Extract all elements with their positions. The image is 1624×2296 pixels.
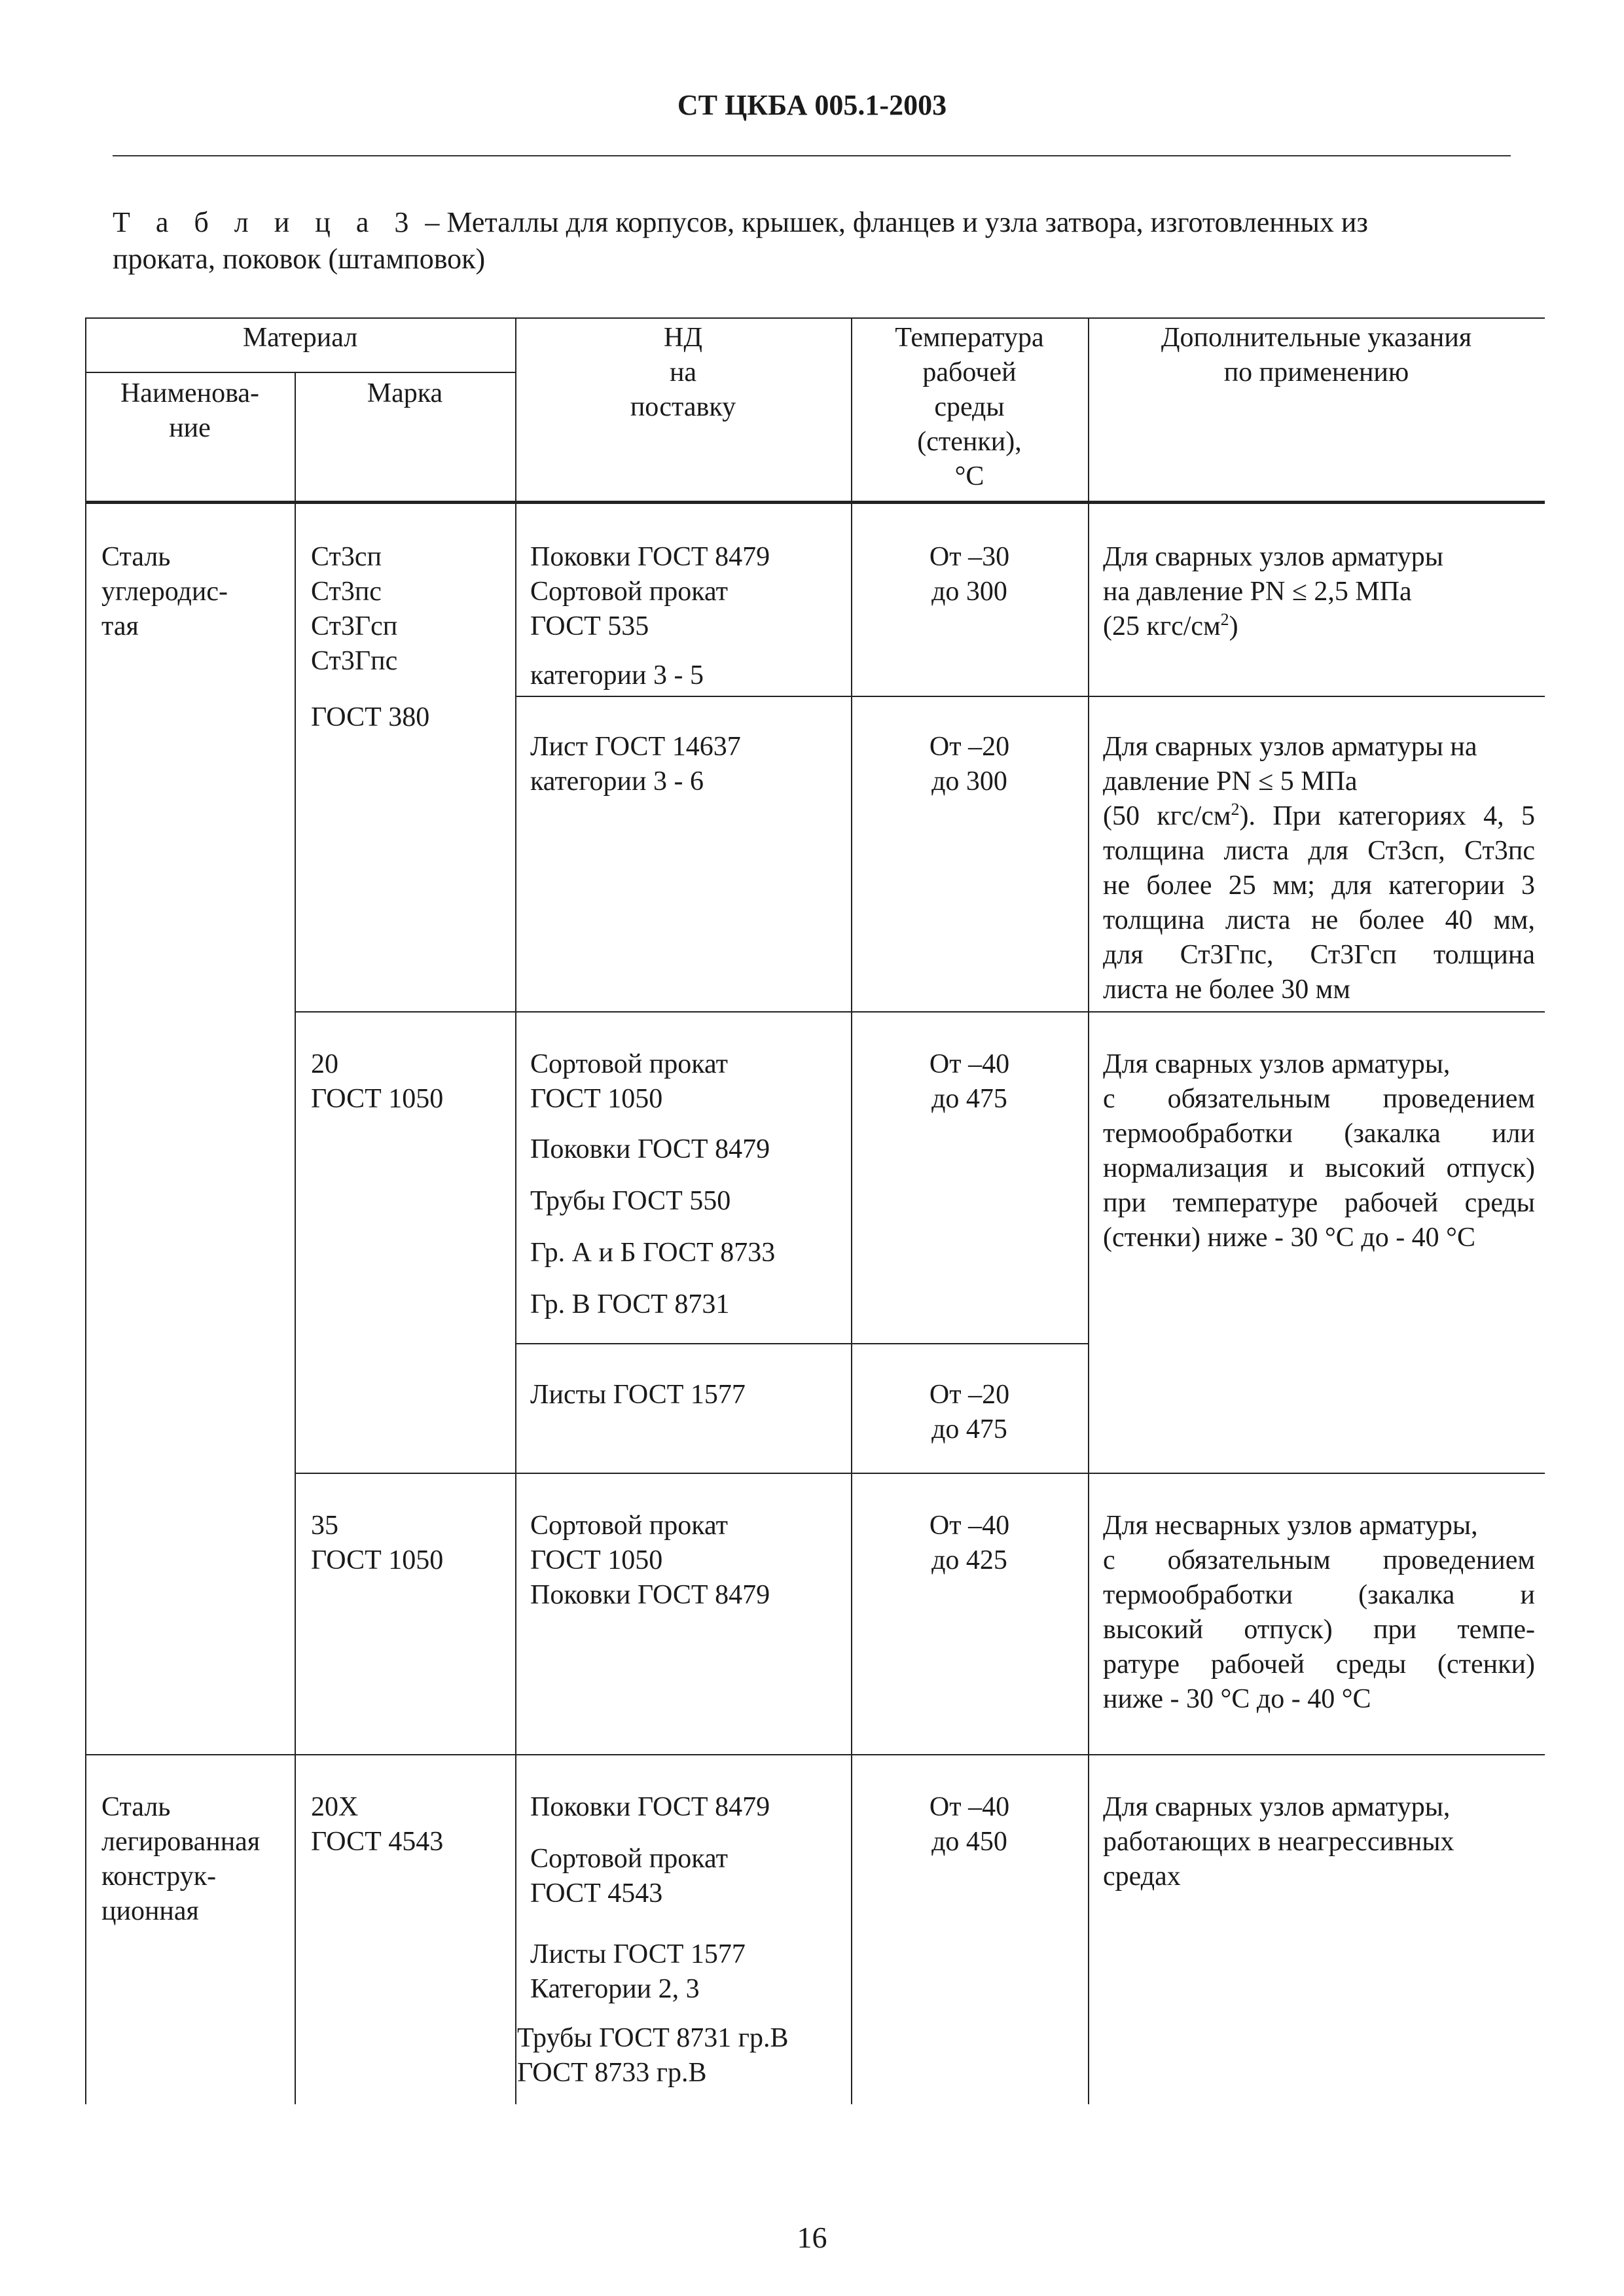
column-divider-notes	[1088, 317, 1089, 2104]
row-1-nd: Поковки ГОСТ 8479 Сортовой прокат ГОСТ 535 категории 3 - 5	[530, 542, 770, 691]
table-label: Т а б л и ц а 3	[113, 206, 418, 238]
row-divider-1	[515, 696, 1545, 697]
row-5-temperature: От –40 до 425	[929, 1511, 1010, 1575]
header-notes: Дополнительные указания по применению	[1161, 323, 1472, 387]
header-bottom-border	[85, 501, 1545, 504]
row-divider-5	[85, 1754, 1545, 1755]
row-5-nd: Сортовой прокат ГОСТ 1050 Поковки ГОСТ 8479	[530, 1511, 770, 1610]
material-group-alloy-steel: Сталь легированная конструк- ционная	[101, 1792, 261, 1926]
row-6-notes: Для сварных узлов арматуры, работающих в неагрессивных средах	[1103, 1792, 1454, 1892]
header-grade: Марка	[367, 378, 443, 408]
header-material: Материал	[242, 323, 358, 353]
row-6-temperature: От –40 до 450	[929, 1792, 1010, 1857]
material-header-divider	[85, 372, 515, 373]
header-rule	[113, 155, 1511, 156]
row-4-nd: Листы ГОСТ 1577	[530, 1380, 746, 1410]
grade-35: 35 ГОСТ 1050	[311, 1511, 444, 1575]
header-name: Наименова- ние	[120, 378, 260, 443]
row-2-notes: Для сварных узлов арматуры на давление PN ≤ 5 МПа (50 кгс/$см^2$). При категориях 4, 5 толщина листа для Ст3сп, Ст3пс не более 25 мм; для категории 3 толщина листа не более 40 мм, для Ст3Гпс, Ст3Гсп толщина листа не более 30 мм	[1103, 732, 1535, 1005]
row-6-nd: Поковки ГОСТ 8479 Сортовой прокат ГОСТ 4543 Листы ГОСТ 1577 Категории 2, 3 Трубы ГОСТ 8731 гр.В ГОСТ 8733 гр.В	[517, 1792, 789, 2088]
table-caption	[113, 204, 1511, 278]
material-group-carbon-steel: Сталь углеродис- тая	[101, 542, 228, 641]
row-divider-2	[295, 1011, 1545, 1013]
grade-20: 20 ГОСТ 1050	[311, 1049, 444, 1114]
grade-st3: Ст3сп Ст3пс Ст3Гсп Ст3Гпс ГОСТ 380	[311, 542, 430, 732]
table-left-border	[85, 317, 86, 2104]
header-nd: НД на поставку	[630, 323, 736, 422]
row-3-nd: Сортовой прокат ГОСТ 1050 Поковки ГОСТ 8479 Трубы ГОСТ 550 Гр. А и Б ГОСТ 8733 Гр. В ГОСТ 8731	[530, 1049, 776, 1319]
column-divider-grade	[295, 372, 296, 2104]
table-caption-line-2: проката, поковок (штамповок)	[113, 243, 486, 275]
column-divider-nd	[515, 317, 516, 2104]
row-3-notes: Для сварных узлов арматуры, с обязательным проведением термообработки (закалка или нормализация и высокий отпуск) при температуре рабочей среды (стенки) ниже - 30 °С до - 40 °С	[1103, 1049, 1535, 1253]
header-temperature: Температура рабочей среды (стенки), °С	[895, 323, 1044, 492]
row-4-temperature: От –20 до 475	[929, 1380, 1010, 1444]
row-divider-4	[295, 1473, 1545, 1474]
row-5-notes: Для несварных узлов арматуры, с обязательным проведением термообработки (закалка и высокий отпуск) при темпе- ратуре рабочей среды (стенки) ниже - 30 °С до - 40 °С	[1103, 1511, 1535, 1714]
row-divider-3	[515, 1343, 1088, 1344]
table-caption-line-1: – Металлы для корпусов, крышек, фланцев и узла затвора, изготовленных из	[425, 206, 1368, 238]
page-number: 16	[797, 2221, 827, 2254]
row-2-temperature: От –20 до 300	[929, 732, 1010, 797]
grade-20x: 20Х ГОСТ 4543	[311, 1792, 444, 1857]
row-2-nd: Лист ГОСТ 14637 категории 3 - 6	[530, 732, 741, 797]
row-1-temperature: От –30 до 300	[929, 542, 1010, 607]
row-3-temperature: От –40 до 475	[929, 1049, 1010, 1114]
row-1-notes: Для сварных узлов арматуры на давление PN ≤ 2,5 МПа (25 кгс/$см^2$)	[1103, 542, 1443, 641]
table-top-border	[85, 317, 1545, 319]
document-code: СТ ЦКБА 005.1-2003	[677, 89, 947, 121]
